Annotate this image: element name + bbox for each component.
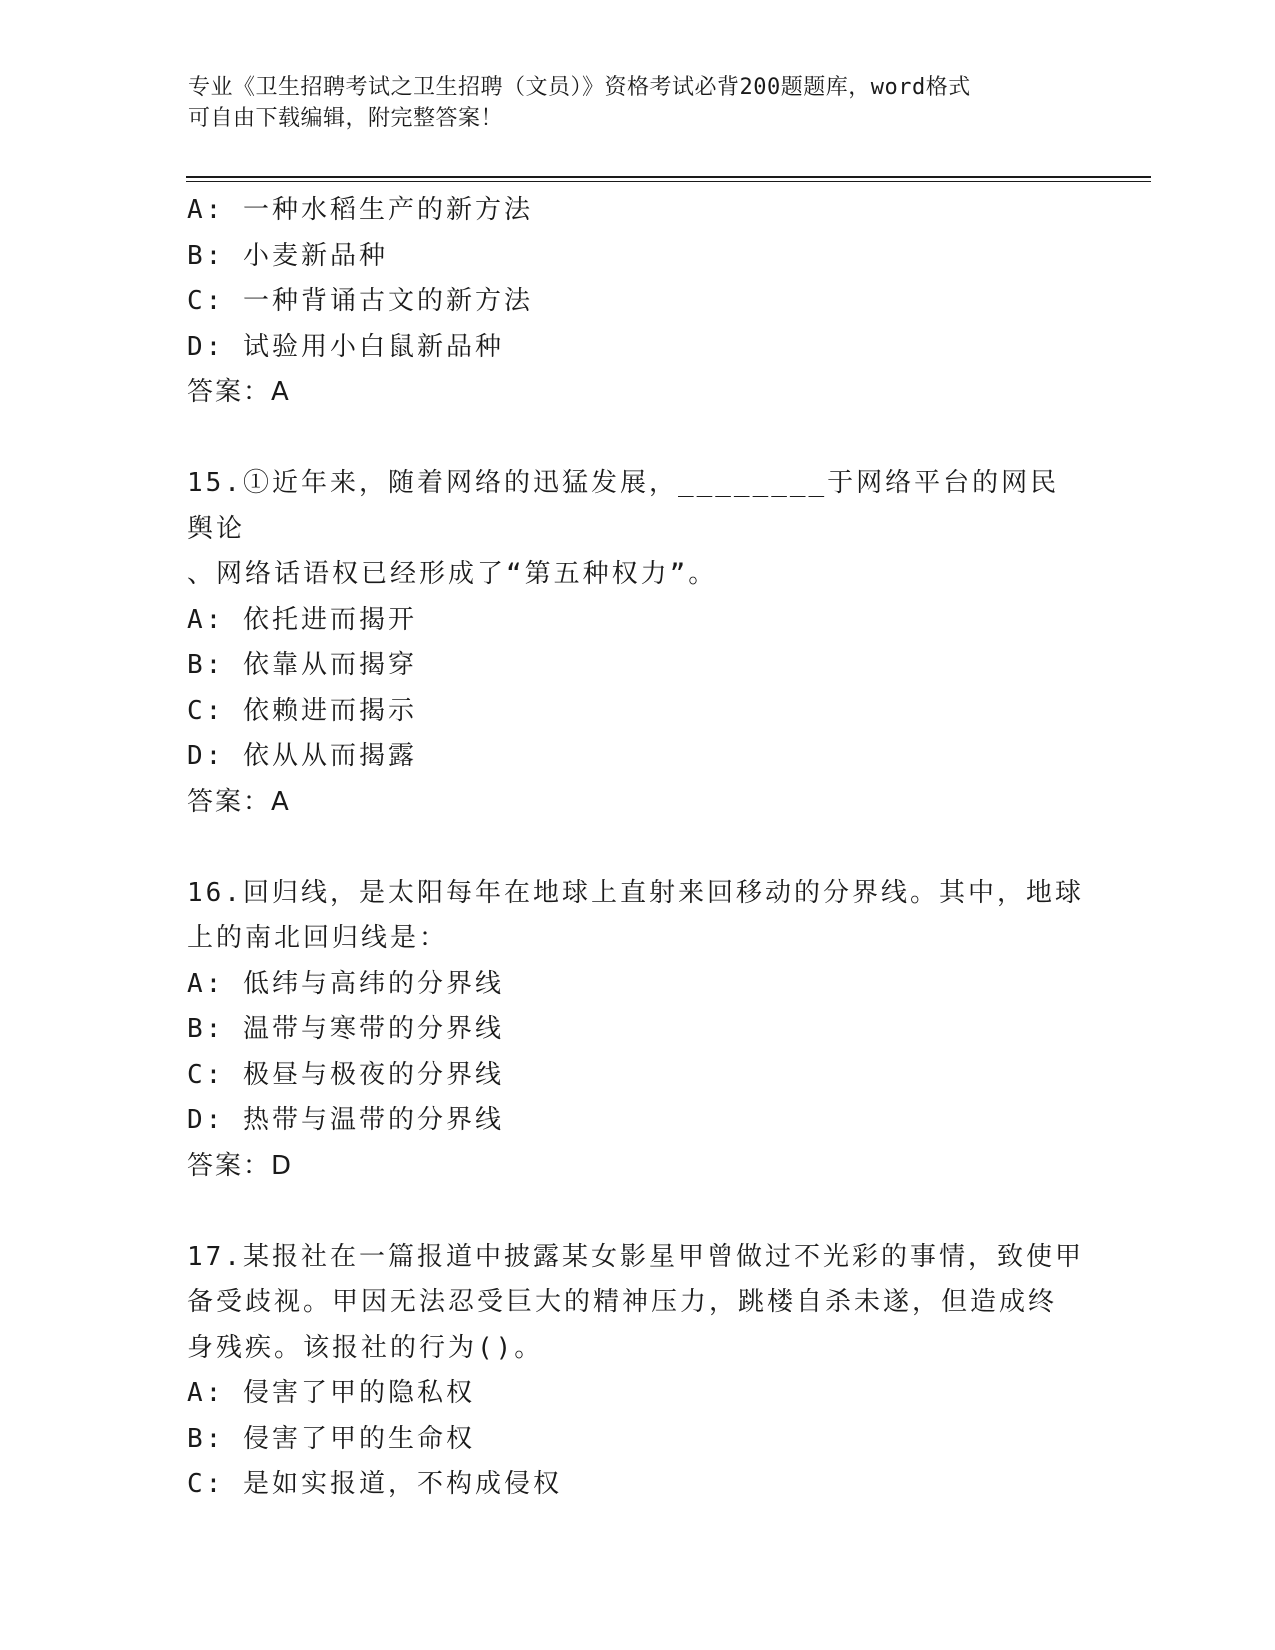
q17-stem-line-1: 17.某报社在一篇报道中披露某女影星甲曾做过不光彩的事情，致使甲 (187, 1241, 1084, 1272)
header-divider-thin (186, 181, 1151, 182)
question-16-block (187, 871, 1087, 1190)
question-15-block (187, 461, 1087, 825)
q14-option-d: D: 试验用小白鼠新品种 (187, 331, 504, 362)
q15-option-b: B: 依靠从而揭穿 (187, 650, 417, 680)
q17-stem-line-3: 身残疾。该报社的行为()。 (187, 1332, 544, 1363)
q14-option-c: C: 一种背诵古文的新方法 (187, 286, 533, 316)
q17-option-b: B: 侵害了甲的生命权 (187, 1423, 475, 1454)
question-list (187, 188, 1087, 1508)
q16-answer: 答案：D (187, 1150, 294, 1181)
q15-option-a: A: 依托进而揭开 (187, 604, 417, 635)
q15-stem-line-2: 、网络话语权已经形成了“第五种权力”。 (187, 559, 718, 589)
q16-option-a: A: 低纬与高纬的分界线 (187, 968, 504, 999)
q15-option-c: C: 依赖进而揭示 (187, 695, 417, 726)
q16-option-b: B: 温带与寒带的分界线 (187, 1014, 504, 1044)
header-title-line-2: 可自由下载编辑，附完整答案！ (188, 106, 504, 131)
q16-option-d: D: 热带与温带的分界线 (187, 1105, 504, 1135)
header-title-line-1: 专业《卫生招聘考试之卫生招聘（文员）》资格考试必背200题题库，word格式 (188, 75, 971, 100)
spacer (187, 825, 1087, 871)
q14-answer: 答案：A (187, 377, 291, 407)
q16-stem-line-1: 16.回归线，是太阳每年在地球上直射来回移动的分界线。其中，地球 (187, 877, 1084, 908)
q17-option-c: C: 是如实报道，不构成侵权 (187, 1469, 562, 1499)
q16-stem-line-2: 上的南北回归线是： (187, 923, 449, 953)
q17-option-a: A: 侵害了甲的隐私权 (187, 1378, 475, 1408)
document-header (188, 72, 1068, 134)
q14-option-a: A: 一种水稻生产的新方法 (187, 195, 533, 225)
q17-stem-line-2: 备受歧视。甲因无法忍受巨大的精神压力，跳楼自杀未遂，但造成终 (187, 1287, 1058, 1317)
spacer (187, 416, 1087, 462)
q16-option-c: C: 极昼与极夜的分界线 (187, 1059, 504, 1090)
q15-answer: 答案：A (187, 786, 291, 817)
q15-stem-line-1: 15.①近年来，随着网络的迅猛发展，________于网络平台的网民舆论 (187, 468, 1060, 544)
header-divider-thick (186, 176, 1151, 178)
question-14-block (187, 188, 1087, 416)
q15-option-d: D: 依从从而揭露 (187, 741, 417, 771)
question-17-block (187, 1235, 1087, 1508)
q14-option-b: B: 小麦新品种 (187, 240, 388, 271)
spacer (187, 1189, 1087, 1235)
